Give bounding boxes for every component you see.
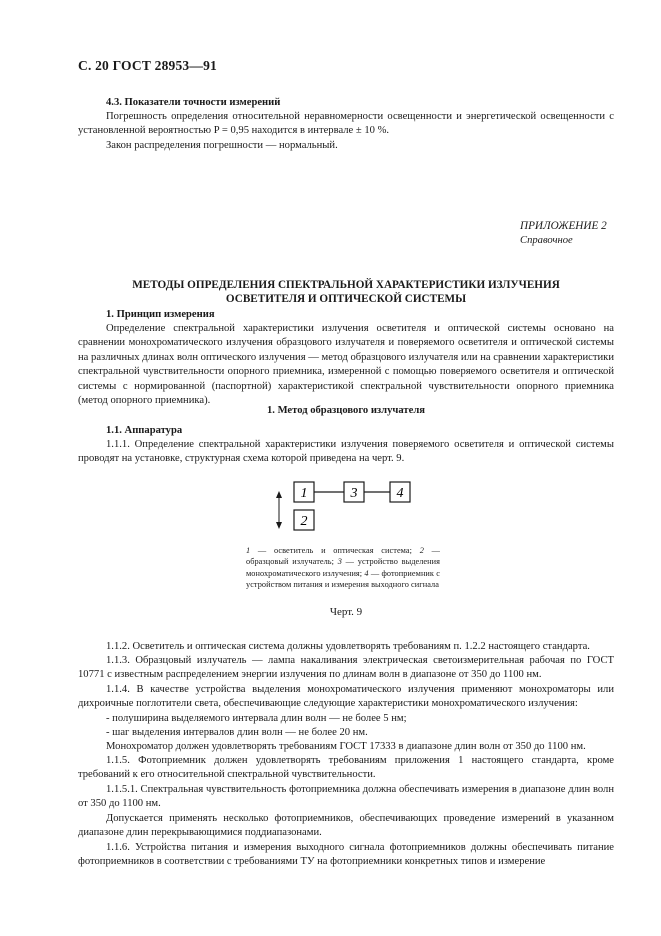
caption-text-4: — фотоприемник с устройством питания и измерения выходного сигнала (246, 568, 440, 590)
apparatus-heading: 1.1. Аппаратура (106, 425, 183, 436)
appendix-kind: Справочное (520, 235, 573, 246)
document-title-line-1: МЕТОДЫ ОПРЕДЕЛЕНИЯ СПЕКТРАЛЬНОЙ ХАРАКТЕРИСТИКИ ИЗЛУЧЕНИЯ (132, 279, 560, 291)
caption-key-2: 2 (419, 546, 424, 555)
diagram-label-4: 4 (396, 486, 404, 501)
section-4-3-distribution: Закон распределения погрешности — нормальный. (106, 140, 338, 151)
list-item-bandwidth: - полуширина выделяемого интервала длин волн — не более 5 нм; (106, 713, 407, 724)
figure-label: Черт. 9 (329, 606, 363, 618)
paragraph-1-1-2: 1.1.2. Осветитель и оптическая система должны удовлетворять требованиям п. 1.2.2 настоящего стандарта. (106, 641, 590, 652)
block-diagram (270, 476, 420, 552)
paragraph-1-1-1: 1.1.1. Определение спектральной характеристики излучения поверяемого осветителя и оптической системы проводят на установке, структурная схема которой приведена на черт. 9. (78, 439, 614, 465)
paragraph-monochromator: Монохроматор должен удовлетворять требованиям ГОСТ 17333 в диапазоне длин волн от 350 до 1100 нм. (106, 741, 586, 752)
diagram-move-arrow-up-head (276, 491, 282, 498)
caption-key-4: 4 (364, 568, 369, 578)
page-header: С. 20 ГОСТ 28953—91 (78, 58, 217, 73)
section-4-3-heading: 4.3. Показатели точности измерений (106, 97, 281, 108)
caption-text-2: — образцовый излучатель; (246, 546, 441, 567)
diagram-label-3: 3 (350, 486, 358, 501)
method-heading: 1. Метод образцового излучателя (266, 405, 425, 416)
principle-heading: 1. Принцип измерения (106, 309, 215, 320)
caption-key-1: 1 (246, 546, 251, 555)
paragraph-1-1-5-1: 1.1.5.1. Спектральная чувствительность фотоприемника должна обеспечивать измерения в диапазоне длин волн от 350 до 1100 нм. (78, 784, 614, 810)
appendix-label: ПРИЛОЖЕНИЕ 2 (520, 220, 607, 232)
caption-key-3: 3 (337, 557, 342, 567)
paragraph-1-1-5: 1.1.5. Фотоприемник должен удовлетворять требованиям приложения 1 настоящего стандарта, кроме требований к его относительной спектральной чувствительности. (78, 755, 614, 781)
section-4-3-paragraph: Погрешность определения относительной неравномерности освещенности и энергетической освещенности с установленной вероятностью P = 0,95 находится в интервале ± 10 %. (78, 111, 614, 137)
paragraph-allowance: Допускается применять несколько фотоприемников, обеспечивающих проведение измерений в указанном диапазоне длин перекрывающимися поддиапазонами. (78, 813, 614, 839)
principle-paragraph: Определение спектральной характеристики излучения осветителя и оптической системы основано на сравнении монохроматического излучения образцового излучателя и поверяемого осветителя и оптической системы на различных длинах волн оптического излучения — метод образцового излучателя или на сравнении характеристики спектральной чувствительности опорного приемника, измеренной с помощью поверяемого осветителя и оптической системы с нормированной (паспортной) характеристикой спектральной чувствительности опорного приемника (метод опорного приемника). (78, 323, 614, 407)
figure-caption (246, 545, 440, 591)
paragraph-1-1-6: 1.1.6. Устройства питания и измерения выходного сигнала фотоприемников должны обеспечивать питание фотоприемников в соответствии с требованиями ТУ на фотоприемники конкретных типов и измерение (78, 842, 614, 868)
diagram-label-2: 2 (300, 514, 308, 529)
diagram-move-arrow-down-head (276, 522, 282, 529)
diagram-label-1: 1 (300, 486, 308, 501)
document-title-line-2: ОСВЕТИТЕЛЯ И ОПТИЧЕСКОЙ СИСТЕМЫ (225, 293, 467, 305)
caption-text-3: — устройство выделения монохроматического излучения; (246, 557, 441, 578)
paragraph-1-1-4: 1.1.4. В качестве устройства выделения монохроматического излучения применяют монохроматоры или дихроичные поглотители света, обеспечивающие следующие характеристики монохроматического излучения: (78, 684, 614, 710)
paragraph-1-1-3: 1.1.3. Образцовый излучатель — лампа накаливания электрическая светоизмерительная рабочая по ГОСТ 10771 с известным распределением энергии излучения по длинам волн в диапазоне от 350 до 1100 нм. (78, 655, 614, 681)
list-item-step: - шаг выделения интервалов длин волн — не более 20 нм. (106, 727, 368, 738)
caption-text-1: — осветитель и оптическая система; (250, 546, 420, 555)
